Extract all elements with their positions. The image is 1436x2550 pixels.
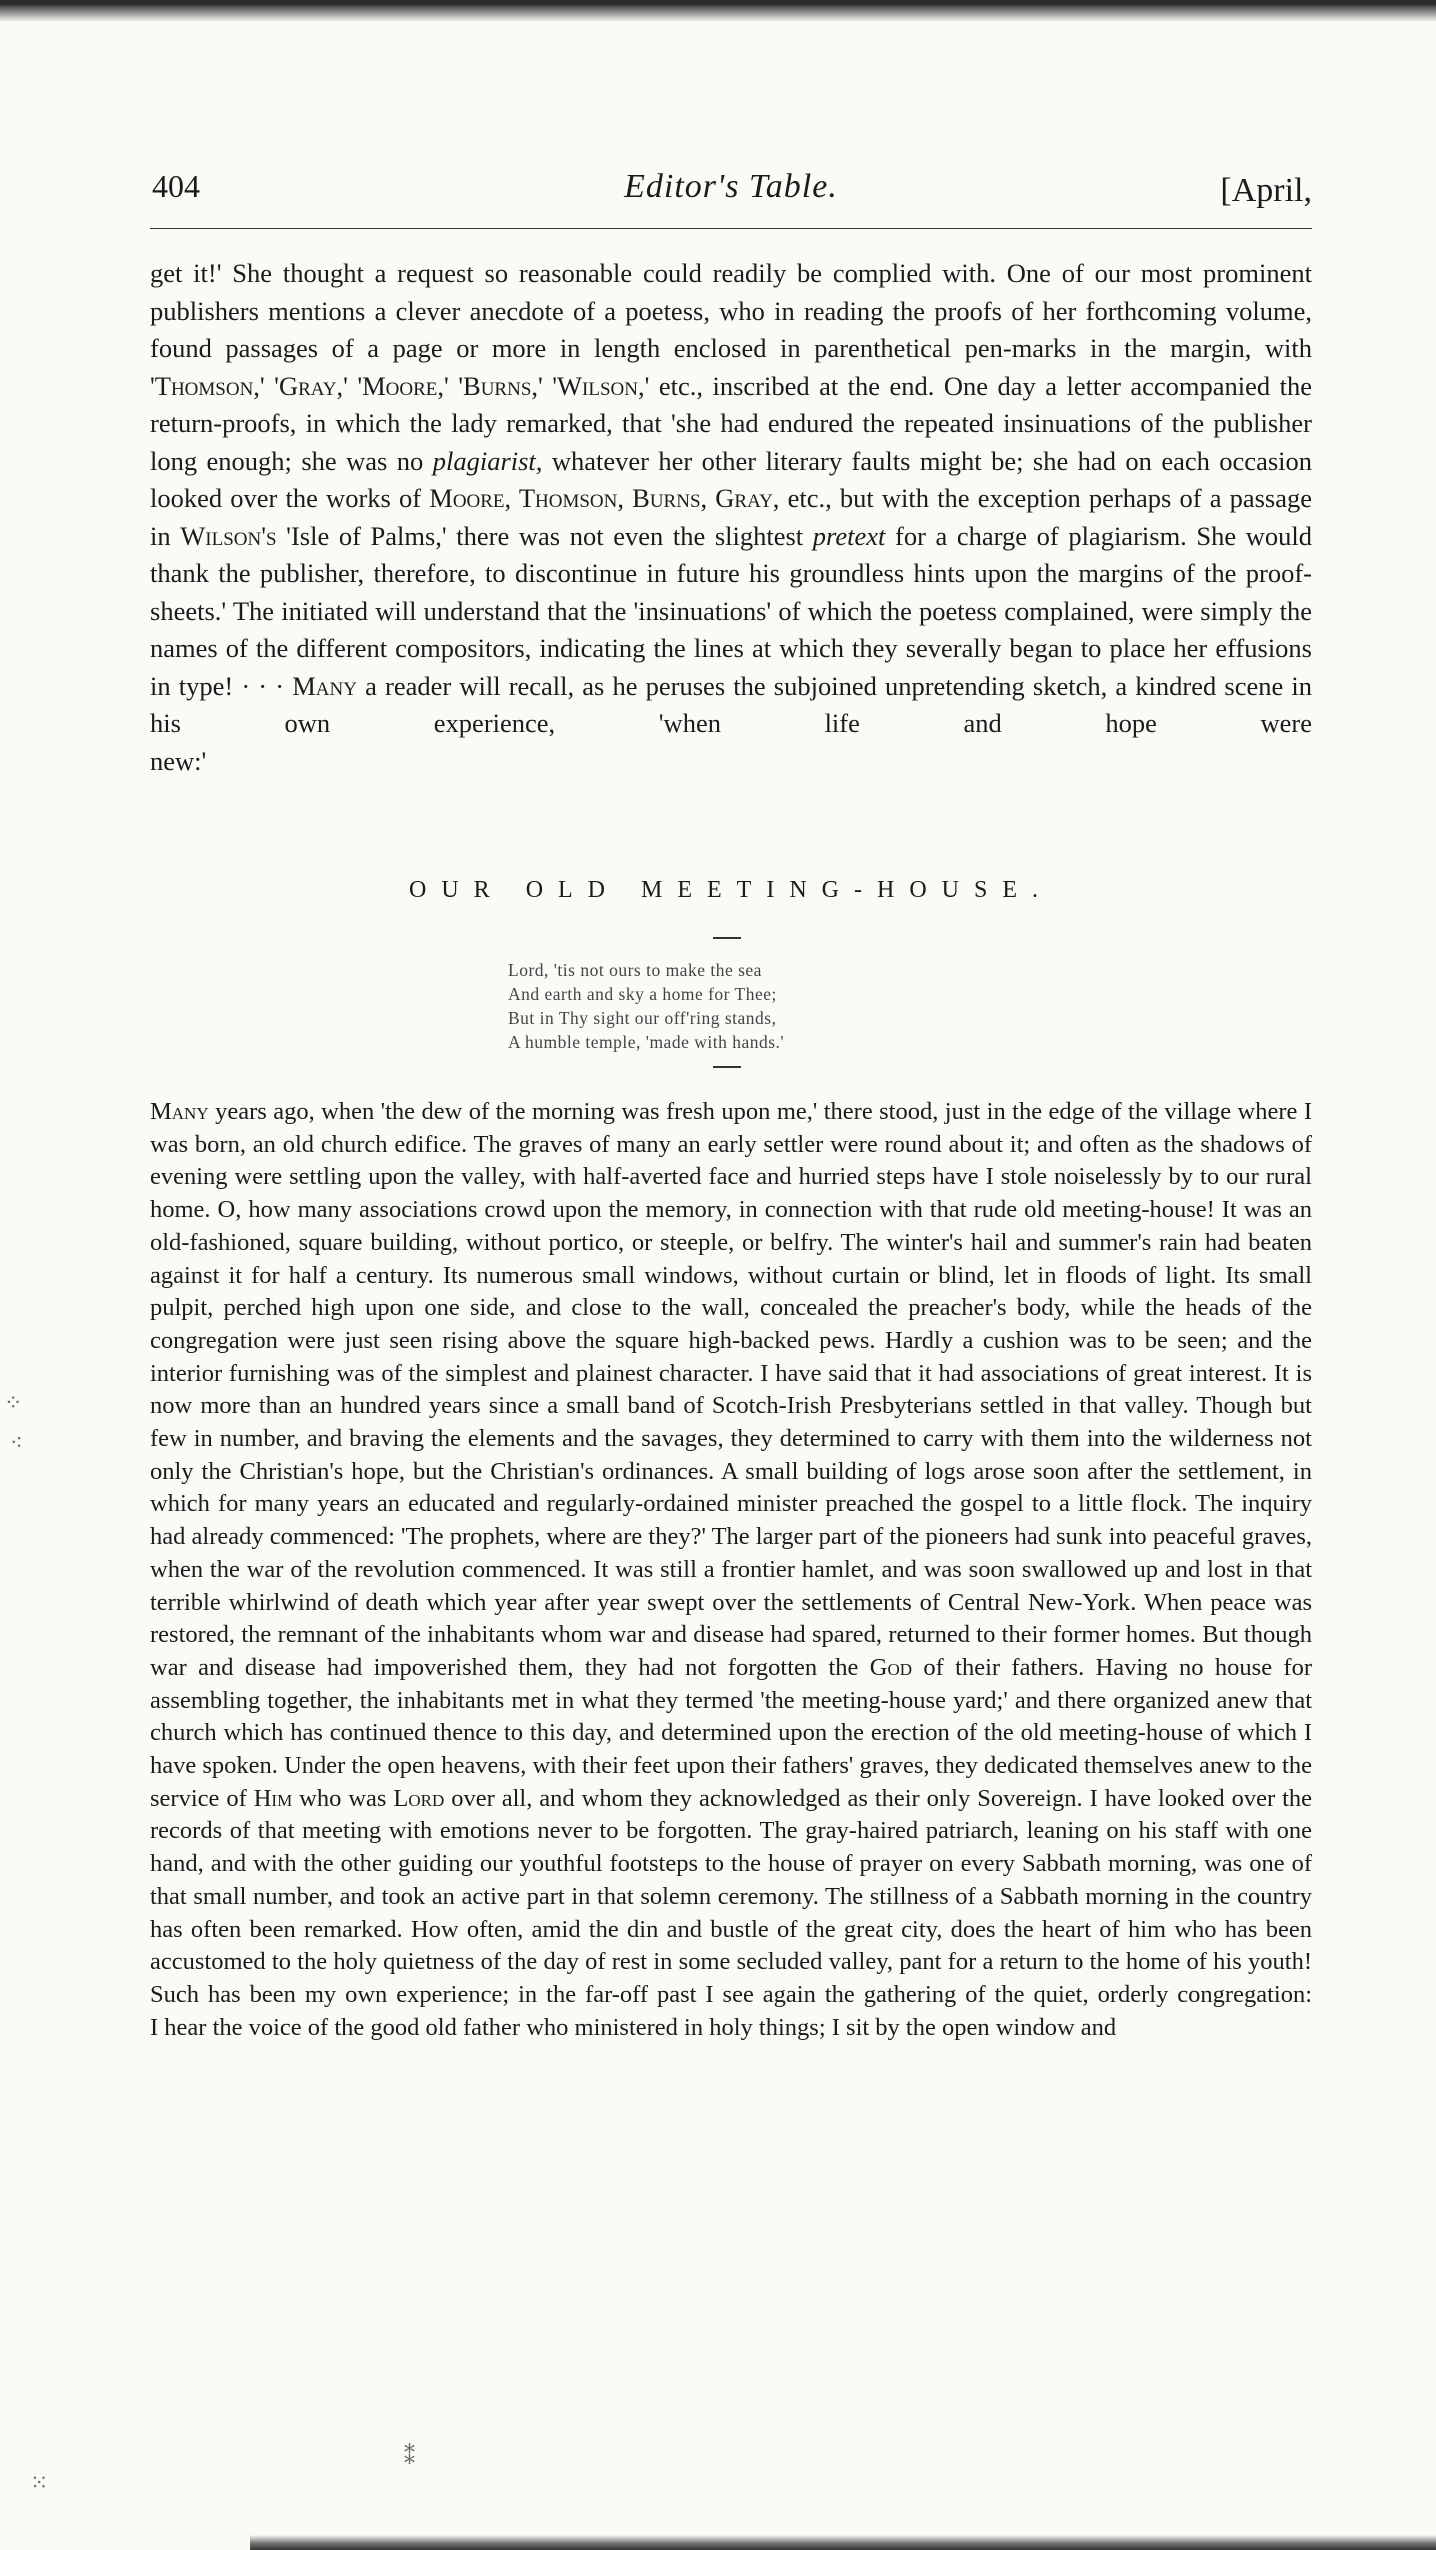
italic-pretext: pretext — [812, 520, 886, 551]
word-him: Him — [253, 1784, 293, 1812]
article-final-line: I hear the voice of the good old father who ministered in holy things; I sit by the open window and — [150, 2013, 1117, 2041]
intro-paragraph: get it!' She thought a request so reasonable could readily be complied with. One of our most prominent publishers mentions a clever anecdote of a poetess, who in reading the proofs of her forthcoming volume, found passages of a page or more in length enclosed in parenthetical pen-marks in the margin, with 'Thomson,' 'Gray,' 'Moore,' 'Burns,' 'Wilson,' etc., inscribed at the end. One day a letter accompanied the return-proofs, in which the lady remarked, that 'she had endured the repeated insinuations of the publisher long enough; she was no plagiarist, whatever her other literary faults might be; she had on each occasion looked over the works of Moore, Thomson, Burns, Gray, etc., but with the exception perhaps of a passage in Wilson's 'Isle of Palms,' there was not even the slightest pretext for a charge of plagiarism. She would thank the publisher, therefore, to discontinue in future his groundless hints upon the margins of the proof-sheets.' The initiated will understand that the 'insinuations' of which the poetess complained, were simply the names of the different compositors, indicating the lines at which they severally began to place her effusions in type! · · · Many a reader will recall, as he peruses the subjoined unpretending sketch, a kindred scene in his own experience, 'when life and hope were new:' — [150, 255, 1312, 780]
word-god: God — [869, 1653, 913, 1681]
margin-speck: ⁙ — [30, 2470, 49, 2495]
margin-names: 'Thomson,' 'Gray,' 'Moore,' 'Burns,' 'Wilson,' — [150, 370, 650, 401]
intro-final-line: new:' — [150, 745, 207, 776]
italic-plagiarist: plagiarist, — [432, 445, 543, 476]
epigraph-line: Lord, 'tis not ours to make the sea — [508, 960, 762, 980]
margin-speck: ⁑ — [404, 2444, 415, 2469]
name-wilson: Wilson's — [180, 520, 277, 551]
poet-names: Moore, Thomson, Burns, Gray, — [429, 483, 780, 513]
page-bottom-edge — [250, 2535, 1436, 2550]
article-body: Many years ago, when 'the dew of the morning was fresh upon me,' there stood, just in the edge of the village where I was born, an old church edifice. The graves of many an early settler were round about it; and often as the shadows of evening were settling upon the valley, with half-averted face and hurried steps have I stole noiselessly by to our rural home. O, how many associations crowd upon the memory, in connection with that rude old meeting-house! It was an old-fashioned, square building, without portico, or steeple, or belfry. The winter's hail and summer's rain had beaten against it for half a century. Its numerous small windows, without curtain or blind, let in floods of light. Its small pulpit, perched high upon one side, and close to the wall, concealed the preacher's body, while the heads of the congregation were just seen rising above the square high-backed pews. Hardly a cushion was to be seen; and the interior furnishing was of the simplest and plainest character. I have said that it had associations of great interest. It is now more than an hundred years since a small band of Scotch-Irish Presbyterians settled in that valley. Though but few in number, and braving the elements and the savages, they determined to carry with them into the wilderness not only the Christian's hope, but the Christian's ordinances. A small building of logs arose soon after the settlement, in which for many years an educated and regularly-ordained minister preached the gospel to a little flock. The inquiry had already commenced: 'The prophets, where are they?' The larger part of the pioneers had sunk into peaceful graves, when the war of the revolution commenced. It was still a frontier hamlet, and was soon swallowed up and lost in that terrible whirlwind of death which year after year swept over the settlements of Central New-York. When peace was restored, the remnant of the inhabitants whom war and disease had spared, returned to their former homes. But though war and disease had impoverished them, they had not forgotten the God of their fathers. Having no house for assembling together, the inhabitants met in what they termed 'the meeting-house yard;' and there organized anew that church which has continued thence to this day, and determined upon the erection of the old meeting-house of which I have spoken. Under the open heavens, with their feet upon their fathers' graves, they dedicated themselves anew to the service of Him who was Lord over all, and whom they acknowledged as their only Sovereign. I have looked over the records of that meeting with emotions never to be forgotten. The gray-haired patriarch, leaning on his staff with one hand, and with the other guiding our youthful footsteps to the house of prayer on every Sabbath morning, was one of that small number, and took an active part in that solemn ceremony. The stillness of a Sabbath morning in the country has often been remarked. How often, amid the din and bustle of the great city, does the heart of him who has been accustomed to the holy quietness of the day of rest in some secluded valley, pant for a return to the home of his youth! Such has been my own experience; in the far-off past I see again the gathering of the quiet, orderly congregation: I hear the voice of the good old father who ministered in holy things; I sit by the open window and — [150, 1096, 1312, 2044]
ornament-dash-bottom — [713, 1066, 741, 1068]
margin-speck: ⁘ — [4, 1390, 23, 1415]
lead-word: Many — [150, 1098, 209, 1125]
epigraph-line: But in Thy sight our off'ring stands, — [508, 1008, 777, 1028]
ornament-dash-top — [713, 937, 741, 939]
epigraph-line: And earth and sky a home for Thee; — [508, 984, 777, 1004]
section-title: OUR OLD MEETING-HOUSE. — [409, 877, 1053, 903]
epigraph — [508, 958, 1008, 1054]
epigraph-line: A humble temple, 'made with hands.' — [508, 1032, 785, 1052]
header-rule — [150, 228, 1312, 229]
page-number: 404 — [152, 168, 200, 204]
running-title: Editor's Table. — [624, 168, 838, 205]
running-header — [150, 162, 1312, 224]
word-many: Many — [292, 670, 357, 701]
page-top-edge — [0, 0, 1436, 22]
word-lord: Lord — [393, 1784, 445, 1812]
margin-speck: ⁖ — [10, 1430, 23, 1455]
header-date: [April, — [1220, 172, 1312, 209]
